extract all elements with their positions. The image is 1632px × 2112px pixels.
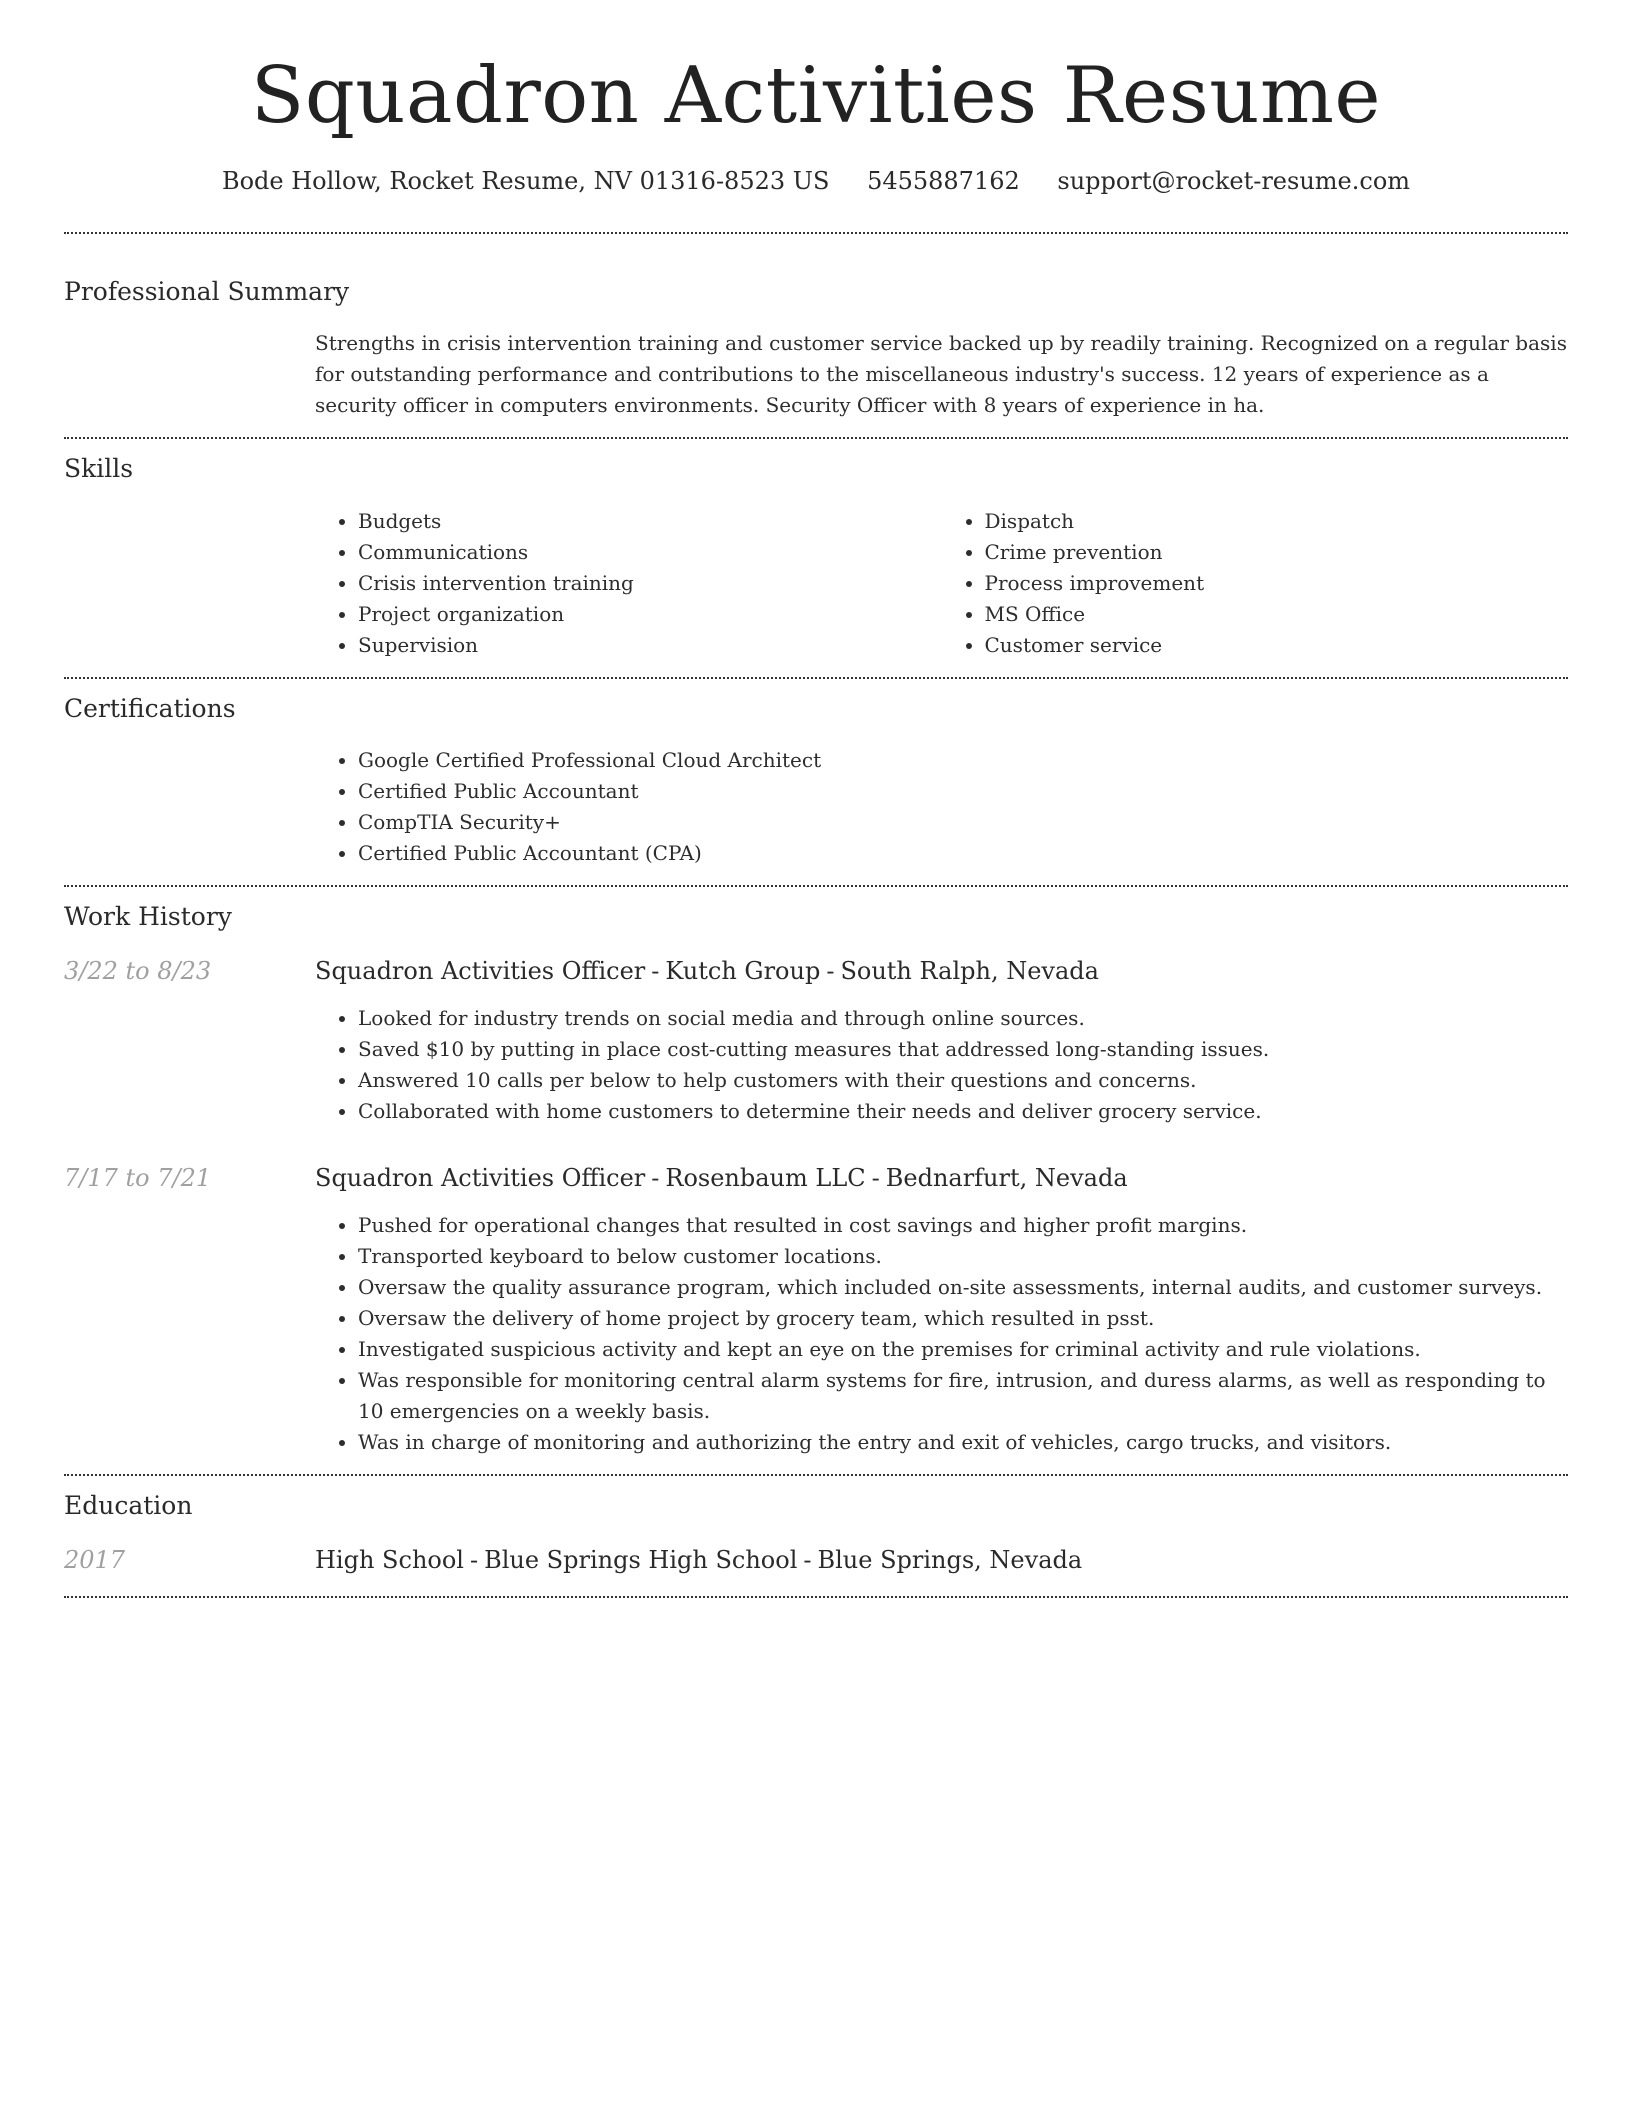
education-degree: High School [315,1545,464,1574]
job-location: South Ralph, Nevada [840,956,1099,985]
certifications-section [64,679,1568,886]
work-history-section [64,887,1568,1474]
resume-title: Squadron Activities Resume [250,51,1382,141]
education-heading: Education [64,1491,193,1521]
job-bullet: • Was responsible for monitoring central alarm systems for fire, intrusion, and duress alarms, as well as responding to 10 emergencies on a weekly basis. [358,1365,1568,1427]
skill-item: • Project organization [358,599,942,630]
education-section [64,1476,1568,1596]
job-location: Bednarfurt, Nevada [885,1163,1128,1192]
footer-divider [64,1596,1568,1598]
skill-item: • Supervision [358,630,942,661]
job-title: Squadron Activities Officer - Kutch Group - South Ralph, Nevada [315,956,1099,985]
job-bullet: • Pushed for operational changes that resulted in cost savings and higher profit margins. [358,1210,1568,1241]
summary-section [64,234,1568,438]
skills-section [64,439,1568,677]
education-title: High School - Blue Springs High School - Blue Springs, Nevada [315,1545,1083,1574]
education-school: Blue Springs High School [484,1545,798,1574]
skill-item: • MS Office [985,599,1569,630]
job-bullet: • Transported keyboard to below customer locations. [358,1241,1568,1272]
job-bullets [315,1210,1568,1458]
contact-phone: 5455887162 [867,166,1020,195]
job-role: Squadron Activities Officer [315,956,646,985]
skill-item: • Process improvement [985,568,1569,599]
job-company: Rosenbaum LLC [665,1163,866,1192]
certifications-block [315,745,1568,869]
job-title: Squadron Activities Officer - Rosenbaum LLC - Bednarfurt, Nevada [315,1163,1128,1192]
skill-item: • Communications [358,537,942,568]
education-entry [64,1545,1568,1576]
contact-email: support@rocket-resume.com [1057,166,1411,195]
skills-columns [315,506,1568,661]
certification-item: • Google Certified Professional Cloud Architect [358,745,1568,776]
job-bullet: • Collaborated with home customers to determine their needs and deliver grocery service. [358,1096,1568,1127]
job-details [315,956,1568,1127]
skill-item: • Crisis intervention training [358,568,942,599]
skills-heading: Skills [64,454,134,484]
certification-item: • Certified Public Accountant [358,776,1568,807]
education-location: Blue Springs, Nevada [817,1545,1083,1574]
job-bullet: • Investigated suspicious activity and kept an eye on the premises for criminal activity and rule violations. [358,1334,1568,1365]
skills-list-right [942,506,1569,661]
job-dates: 3/22 to 8/23 [64,956,212,985]
job-entry [64,1163,1568,1458]
skill-item: • Customer service [985,630,1569,661]
job-bullet: • Answered 10 calls per below to help customers with their questions and concerns. [358,1065,1568,1096]
job-bullet: • Oversaw the delivery of home project by grocery team, which resulted in psst. [358,1303,1568,1334]
job-company: Kutch Group [665,956,821,985]
summary-text: Strengths in crisis intervention training and customer service backed up by readily training. Recognized on a regular basis for outstanding performance and contributions to the miscellaneous industry's success. 12 years of experience as a security officer in computers environments. Security Officer with 8 years of experience in ha. [315,331,1567,418]
job-bullet: • Oversaw the quality assurance program, which included on-site assessments, internal audits, and customer surveys. [358,1272,1568,1303]
job-bullets [315,1003,1568,1127]
skill-item: • Budgets [358,506,942,537]
work-history-heading: Work History [64,902,232,932]
skill-item: • Dispatch [985,506,1569,537]
job-bullet: • Saved $10 by putting in place cost-cutting measures that addressed long-standing issues. [358,1034,1568,1065]
education-year: 2017 [64,1545,126,1574]
certification-item: • CompTIA Security+ [358,807,1568,838]
education-details [315,1545,1568,1576]
summary-heading: Professional Summary [64,276,350,306]
certifications-list [315,745,1568,869]
job-bullet: • Looked for industry trends on social media and through online sources. [358,1003,1568,1034]
job-dates: 7/17 to 7/21 [64,1163,212,1192]
contact-line [64,166,1568,197]
certifications-heading: Certifications [64,693,236,723]
skills-list-left [315,506,942,661]
job-role: Squadron Activities Officer [315,1163,646,1192]
resume-page [64,0,1568,1598]
job-details [315,1163,1568,1458]
job-entry [64,956,1568,1127]
job-bullet: • Was in charge of monitoring and authorizing the entry and exit of vehicles, cargo trucks, and visitors. [358,1427,1568,1458]
certification-item: • Certified Public Accountant (CPA) [358,838,1568,869]
contact-address: Bode Hollow, Rocket Resume, NV 01316-8523 US [221,166,830,195]
skill-item: • Crime prevention [985,537,1569,568]
